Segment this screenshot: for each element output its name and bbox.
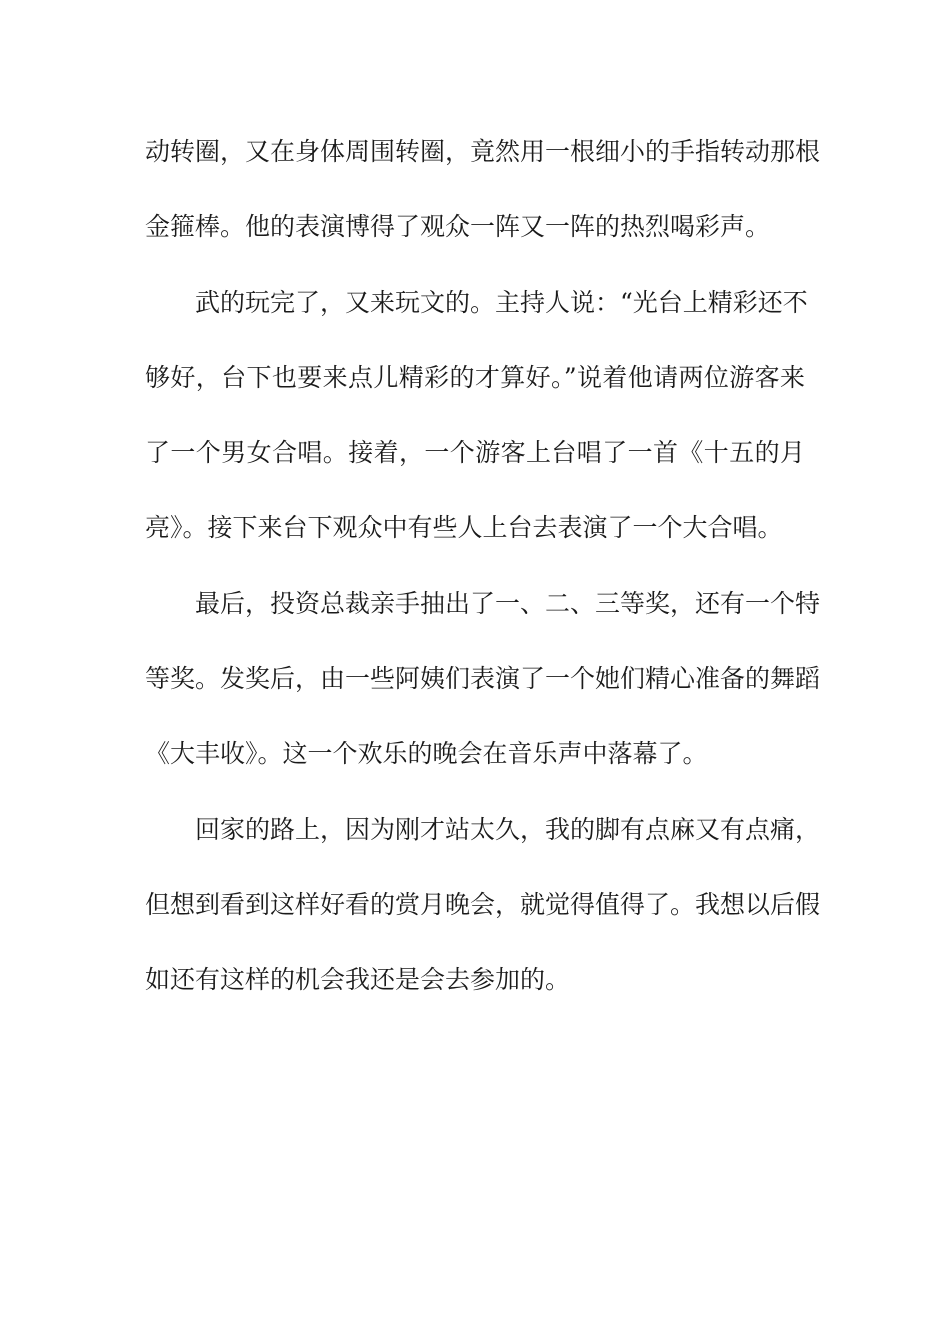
text-line-paragraph-start: 最后，投资总裁亲手抽出了一、二、三等奖，还有一个特 bbox=[195, 588, 821, 618]
text-line: 了一个男女合唱。接着，一个游客上台唱了一首《十五的月 bbox=[145, 438, 805, 468]
text-line: 够好，台下也要来点儿精彩的才算好。”说着他请两位游客来 bbox=[145, 362, 805, 392]
text-line: 动转圈，又在身体周围转圈，竟然用一根细小的手指转动那根 bbox=[145, 137, 821, 166]
text-line: 如还有这样的机会我还是会去参加的。 bbox=[145, 965, 571, 995]
text-line: 亮》。接下来台下观众中有些人上台去表演了一个大合唱。 bbox=[145, 513, 783, 543]
text-line: 金箍棒。他的表演博得了观众一阵又一阵的热烈喝彩声。 bbox=[145, 212, 771, 242]
text-line: 等奖。发奖后，由一些阿姨们表演了一个她们精心准备的舞蹈 bbox=[145, 664, 821, 694]
text-line: 《大丰收》。这一个欢乐的晚会在音乐声中落幕了。 bbox=[145, 739, 708, 769]
text-line: 但想到看到这样好看的赏月晚会，就觉得值得了。我想以后假 bbox=[145, 889, 821, 919]
article-body bbox=[145, 129, 821, 1033]
text-line-paragraph-start: 回家的路上，因为刚才站太久，我的脚有点麻又有点痛， bbox=[195, 814, 821, 844]
text-line-paragraph-start: 武的玩完了，又来玩文的。主持人说：“光台上精彩还不 bbox=[195, 287, 808, 317]
